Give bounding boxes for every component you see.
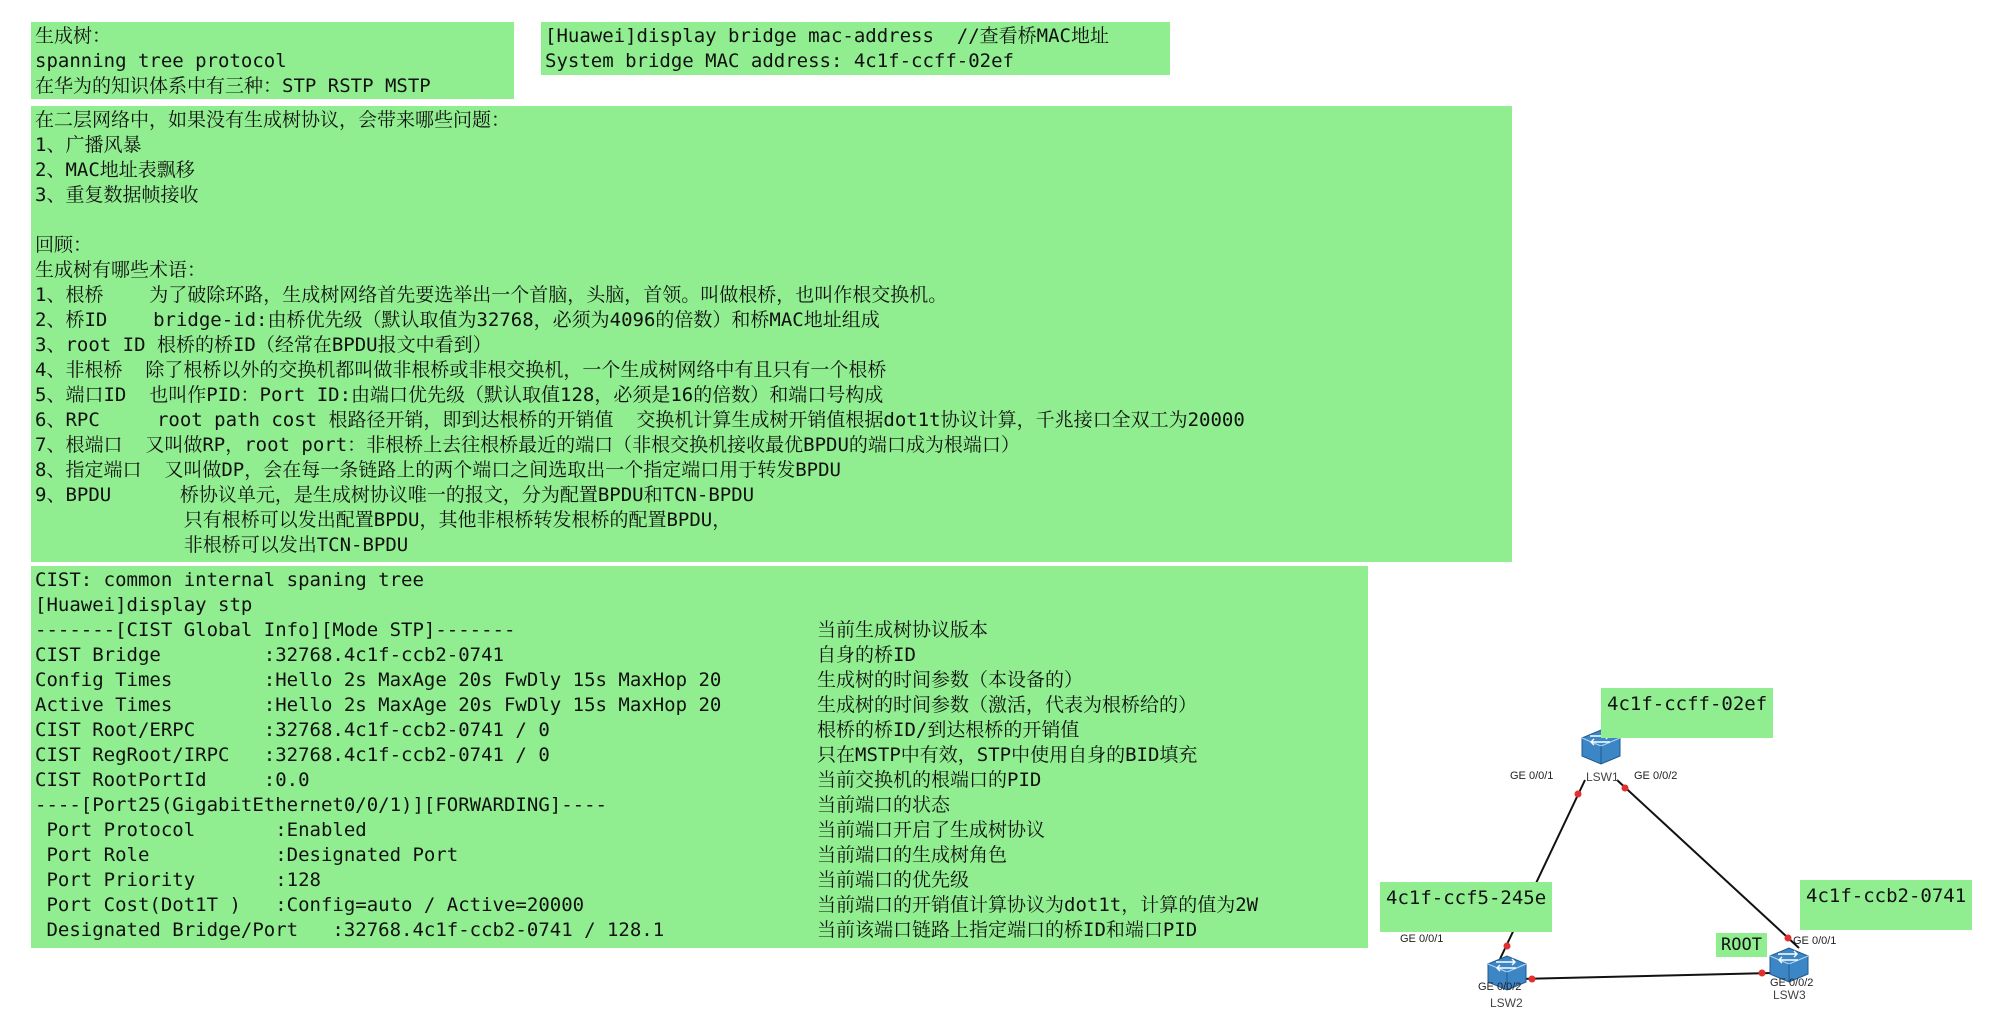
stp-output: CIST RootPortId :0.0 xyxy=(35,769,310,791)
note-line: spanning tree protocol xyxy=(35,50,287,72)
stp-annotation: 只在MSTP中有效，STP中使用自身的BID填充 xyxy=(817,744,1198,766)
note-line: 回顾： xyxy=(35,234,93,256)
note-line: 1、广播风暴 xyxy=(35,134,142,156)
stp-annotation: 当前端口的优先级 xyxy=(817,869,970,891)
port-label: GE 0/0/1 xyxy=(1400,933,1444,945)
stp-row xyxy=(35,743,1364,768)
stp-output: Port Cost(Dot1T ) :Config=auto / Active=20000 xyxy=(35,894,585,916)
note-line: 只有根桥可以发出配置BPDU，其他非根桥转发根桥的配置BPDU， xyxy=(35,509,732,531)
stp-output: CIST Root/ERPC :32768.4c1f-ccb2-0741 / 0 xyxy=(35,719,550,741)
note-line: 4、非根桥 除了根桥以外的交换机都叫做非根桥或非根交换机，一个生成树网络中有且只有一个根桥 xyxy=(35,359,887,381)
link-lsw1-lsw3[interactable] xyxy=(1617,780,1799,948)
switch-mac-label: 4c1f-ccf5-245e xyxy=(1380,882,1552,932)
port-label: GE 0/0/1 xyxy=(1793,935,1837,947)
port-label: GE 0/0/2 xyxy=(1770,977,1814,989)
stp-row xyxy=(35,818,1364,843)
note-line: 在二层网络中，如果没有生成树协议，会带来哪些问题： xyxy=(35,109,511,131)
stp-row xyxy=(35,593,1364,618)
stp-row xyxy=(35,893,1364,918)
device-name: LSW1 xyxy=(1586,770,1619,784)
stp-output: Port Protocol :Enabled xyxy=(35,819,367,841)
stp-annotation: 根桥的桥ID/到达根桥的开销值 xyxy=(817,719,1080,741)
note-line: 3、root ID 根桥的桥ID（经常在BPDU报文中看到） xyxy=(35,334,492,356)
stp-annotation: 生成树的时间参数（激活，代表为根桥给的） xyxy=(817,694,1198,716)
link-lsw2-lsw3[interactable] xyxy=(1521,973,1772,979)
stp-output: CIST: common internal spaning tree xyxy=(35,569,424,591)
stp-row xyxy=(35,793,1364,818)
note-line: System bridge MAC address: 4c1f-ccff-02ef xyxy=(545,50,1014,72)
note-stp-terms xyxy=(31,106,1512,562)
stp-annotation: 当前端口的开销值计算协议为dot1t，计算的值为2W xyxy=(817,894,1259,916)
stp-output: Active Times :Hello 2s MaxAge 20s FwDly 15s MaxHop 20 xyxy=(35,694,722,716)
note-line: 7、根端口 又叫做RP，root port：非根桥上去往根桥最近的端口（非根交换机接收最优BPDU的端口成为根端口） xyxy=(35,434,1020,456)
port-label: GE 0/0/2 xyxy=(1634,770,1678,782)
note-intro xyxy=(31,22,514,99)
stp-annotation xyxy=(817,593,1364,618)
note-line: 非根桥可以发出TCN-BPDU xyxy=(35,534,409,556)
note-line: 9、BPDU 桥协议单元，是生成树协议唯一的报文，分为配置BPDU和TCN-BPDU xyxy=(35,484,755,506)
stp-annotation: 自身的桥ID xyxy=(817,644,916,666)
stp-annotation: 当前端口的生成树角色 xyxy=(817,844,1008,866)
note-line: 在华为的知识体系中有三种：STP RSTP MSTP xyxy=(35,75,431,97)
stp-row xyxy=(35,843,1364,868)
stp-row xyxy=(35,568,1364,593)
note-line: 生成树： xyxy=(35,25,112,47)
note-line: [Huawei]display bridge mac-address //查看桥MAC地址 xyxy=(545,25,1109,47)
note-line: 5、端口ID 也叫作PID：Port ID:由端口优先级（默认取值128，必须是16的倍数）和端口号构成 xyxy=(35,384,884,406)
switch-mac-label: 4c1f-ccff-02ef xyxy=(1601,688,1773,738)
stp-annotation: 当前端口开启了生成树协议 xyxy=(817,819,1046,841)
note-line: 2、MAC地址表飘移 xyxy=(35,159,195,181)
device-name: LSW2 xyxy=(1490,996,1523,1010)
root-label: ROOT xyxy=(1716,933,1767,957)
stp-row xyxy=(35,768,1364,793)
stp-row xyxy=(35,718,1364,743)
note-line: 生成树有哪些术语： xyxy=(35,259,207,281)
port-dot xyxy=(1504,943,1511,950)
note-blank-line xyxy=(35,208,1508,233)
stp-annotation: 当前交换机的根端口的PID xyxy=(817,769,1042,791)
stp-row xyxy=(35,668,1364,693)
note-line: 8、指定端口 又叫做DP，会在每一条链路上的两个端口之间选取出一个指定端口用于转发BPDU xyxy=(35,459,841,481)
note-line: 6、RPC root path cost 根路径开销，即到达根桥的开销值 交换机计算生成树开销值根据dot1t协议计算，千兆接口全双工为20000 xyxy=(35,409,1245,431)
stp-row xyxy=(35,868,1364,893)
stp-row xyxy=(35,918,1364,943)
stp-output: ----[Port25(GigabitEthernet0/0/1)][FORWARDING]---- xyxy=(35,794,607,816)
note-line: 1、根桥 为了破除环路，生成树网络首先要选举出一个首脑，头脑，首领。叫做根桥，也叫作根交换机。 xyxy=(35,284,948,306)
stp-output: Port Role :Designated Port xyxy=(35,844,459,866)
device-name: LSW3 xyxy=(1773,988,1806,1002)
stp-output: Port Priority :128 xyxy=(35,869,321,891)
port-dot xyxy=(1575,791,1582,798)
switch-mac-label: 4c1f-ccb2-0741 xyxy=(1800,880,1972,930)
port-dot xyxy=(1785,935,1792,942)
note-line: 3、重复数据帧接收 xyxy=(35,184,199,206)
stp-output: Designated Bridge/Port :32768.4c1f-ccb2-0741 / 128.1 xyxy=(35,919,665,941)
port-dot xyxy=(1622,785,1629,792)
stp-annotation: 当前该端口链路上指定端口的桥ID和端口PID xyxy=(817,919,1198,941)
port-label: GE 0/0/2 xyxy=(1478,981,1522,993)
note-display-stp xyxy=(31,566,1368,948)
stp-annotation: 当前生成树协议版本 xyxy=(817,619,989,641)
network-topology xyxy=(1380,680,1990,1010)
stp-output: CIST RegRoot/IRPC :32768.4c1f-ccb2-0741 / 0 xyxy=(35,744,550,766)
stp-output: CIST Bridge :32768.4c1f-ccb2-0741 xyxy=(35,644,504,666)
stp-output: Config Times :Hello 2s MaxAge 20s FwDly 15s MaxHop 20 xyxy=(35,669,722,691)
stp-row xyxy=(35,643,1364,668)
stp-annotation: 生成树的时间参数（本设备的） xyxy=(817,669,1084,691)
port-dot xyxy=(1759,970,1766,977)
note-bridge-mac xyxy=(541,22,1170,75)
stp-row xyxy=(35,618,1364,643)
stp-annotation: 当前端口的状态 xyxy=(817,794,951,816)
link-lsw1-lsw2[interactable] xyxy=(1500,780,1585,959)
stp-output: [Huawei]display stp xyxy=(35,594,253,616)
note-line: 2、桥ID bridge-id:由桥优先级（默认取值为32768，必须为4096的倍数）和桥MAC地址组成 xyxy=(35,309,880,331)
stp-row xyxy=(35,693,1364,718)
port-label: GE 0/0/1 xyxy=(1510,770,1554,782)
stp-output: -------[CIST Global Info][Mode STP]------- xyxy=(35,619,516,641)
stp-annotation xyxy=(817,568,1364,593)
